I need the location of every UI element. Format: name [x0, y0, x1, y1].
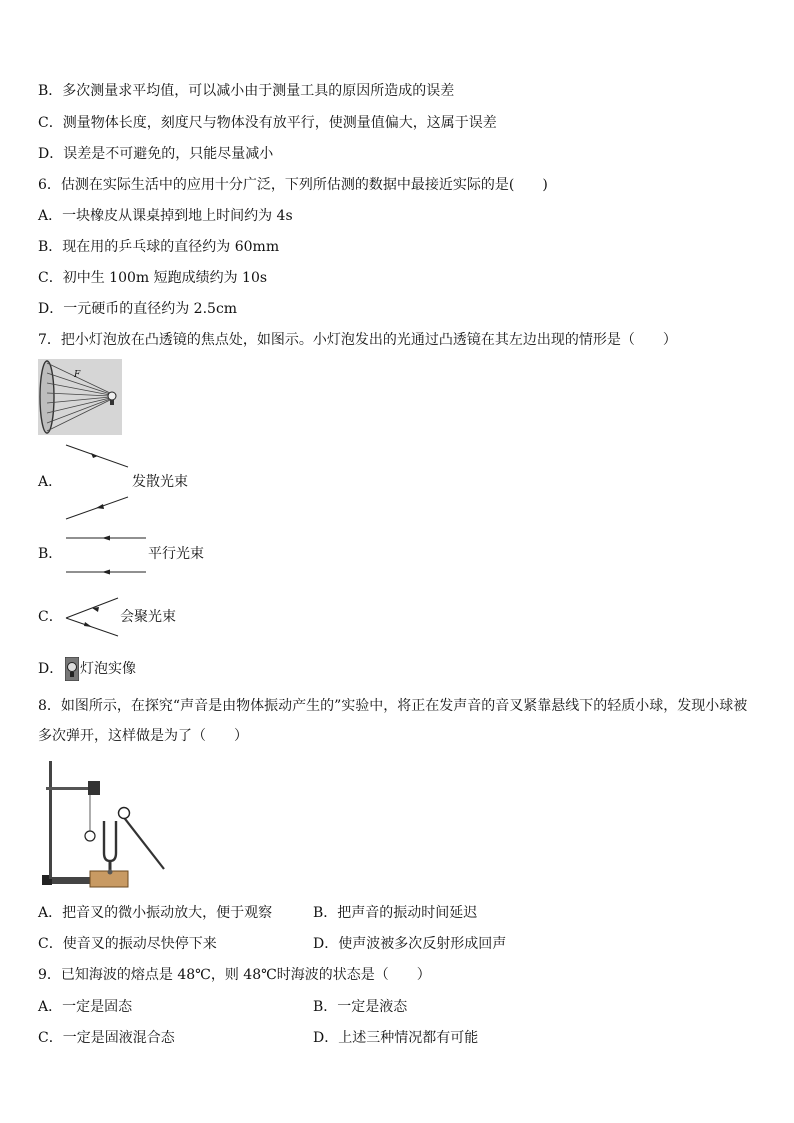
q6-option-d: D．一元硬币的直径约为 2.5cm: [38, 301, 238, 317]
q8-option-b: B．把声音的振动时间延迟: [313, 905, 478, 921]
q8-option-c: C．使音叉的振动尽快停下来: [38, 936, 217, 952]
q6-option-a: A．一块橡皮从课桌掉到地上时间约为 4s: [38, 208, 293, 224]
q5-option-d: D．误差是不可避免的，只能尽量减小: [38, 146, 274, 162]
q7-option-a-text: 发散光束: [132, 474, 188, 490]
q8-stem-line2: 多次弹开，这样做是为了（ ）: [38, 728, 248, 744]
q8-option-d: D．使声波被多次反射形成回声: [313, 936, 507, 952]
q9-option-b: B．一定是液态: [313, 999, 408, 1015]
q7-stem: 7．把小灯泡放在凸透镜的焦点处，如图示。小灯泡发出的光通过凸透镜在其左边出现的情形是（ ）: [38, 332, 677, 348]
q7-option-b-letter: B．: [38, 546, 63, 562]
q7-option-d-letter: D．: [38, 661, 64, 677]
q8-stem-line1: 8．如图所示，在探究“声音是由物体振动产生的”实验中，将正在发声音的音叉紧靠悬线下的轻质小球，发现小球被: [38, 698, 748, 714]
q7-option-c-letter: C．: [38, 609, 63, 625]
q6-option-b: B．现在用的乒乓球的直径约为 60mm: [38, 239, 280, 255]
q6-stem: 6．估测在实际生活中的应用十分广泛，下列所估测的数据中最接近实际的是( ): [38, 177, 548, 193]
q9-option-c: C．一定是固液混合态: [38, 1030, 175, 1046]
q9-stem: 9．已知海波的熔点是 48℃，则 48℃时海波的状态是（ ）: [38, 967, 431, 983]
q5-option-b: B．多次测量求平均值，可以减小由于测量工具的原因所造成的误差: [38, 83, 455, 99]
q7-option-a-letter: A．: [38, 474, 63, 490]
q9-option-d: D．上述三种情况都有可能: [313, 1030, 479, 1046]
q7-option-d-bulb-icon: [65, 657, 79, 681]
q7-option-a-diverging-rays: [60, 443, 132, 523]
q5-option-c: C．测量物体长度，刻度尺与物体没有放平行，使测量值偏大，这属于误差: [38, 115, 497, 131]
q9-option-a: A．一定是固态: [38, 999, 133, 1015]
q6-option-c: C．初中生 100m 短跑成绩约为 10s: [38, 270, 268, 286]
q8-tuning-fork-figure: [38, 757, 170, 889]
q8-option-a: A．把音叉的微小振动放大，便于观察: [38, 905, 273, 921]
q7-option-c-text: 会聚光束: [120, 609, 176, 625]
q7-focus-label: F: [74, 370, 81, 380]
q7-option-d-text: 灯泡实像: [80, 661, 136, 677]
q7-option-b-parallel-rays: [62, 532, 148, 576]
q7-option-c-converging-rays: [62, 596, 120, 638]
q7-option-b-text: 平行光束: [148, 546, 204, 562]
